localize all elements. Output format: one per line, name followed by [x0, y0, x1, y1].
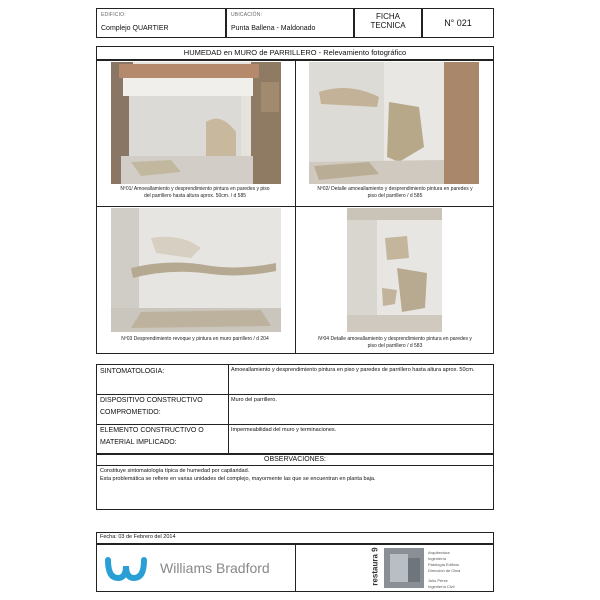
photo-3-caption: Nº03 Desprendimiento revoque y pintura en muro parrillero / d 204 [121, 336, 269, 342]
photo-1-caption: Nº01/ Amoeallamiento y desprendimiento pintura en paredes y piso del parrillero hasta altura aprox. 50cm. / d 585 [120, 186, 270, 199]
fecha-box [96, 532, 494, 544]
photo-4-image [347, 208, 442, 332]
header-ficha-cell [354, 8, 422, 38]
row-sintomatologia-label: SINTOMATOLOGIA: [100, 368, 165, 375]
row-sintomatologia-value: Amoeallamiento y desprendimiento pintura en piso y paredes de parrillero hasta altura aprox. 50cm. [231, 367, 475, 373]
photo-1-image [111, 62, 281, 184]
ficha-line2: TECNICA [370, 21, 406, 30]
row-elemento-label: ELEMENTO CONSTRUCTIVO O MATERIAL IMPLICADO: [100, 427, 204, 446]
photo-2-image [309, 62, 479, 184]
ficha-line1: FICHA [376, 12, 400, 21]
observaciones-title: OBSERVACIONES: [264, 456, 326, 463]
row-elemento-value: Impermeabilidad del muro y terminaciones. [231, 427, 337, 433]
edificio-caption: EDIFICIO: [101, 12, 126, 18]
fecha-text: Fecha: 03 de Febrero del 2014 [100, 534, 176, 540]
restaura-photo-icon [384, 548, 424, 588]
ubicacion-value: Punta Ballena - Maldonado [231, 25, 316, 32]
header-number-cell [422, 8, 494, 38]
williams-bradford-logo-icon [104, 556, 152, 582]
restaura-logo: restaura 9 [370, 547, 380, 586]
williams-bradford-brand: Williams Bradford [160, 560, 270, 576]
ficha-number: N° 021 [444, 18, 472, 28]
header-edificio-cell [96, 8, 226, 38]
row-dispositivo-value: Muro del parrillero. [231, 397, 277, 403]
photo-2-caption: Nº02/ Detalle amoeallamiento y desprendimiento pintura en paredes y piso del parrillero / d 585 [317, 186, 473, 199]
photo-3-image [111, 208, 281, 332]
footer-credits: Arquitectura Ingeniería Patología Edilicia Dirección de Obra Julio Pérez Ingeniería Civil [428, 550, 461, 589]
observaciones-text: Constituye sintomatología típica de humedad por capilaridad. Esta problemática se refiere en varias unidades del complejo, mayormente las que se encuentran en planta baja. [100, 468, 376, 482]
header-ubicacion-cell [226, 8, 354, 38]
row-dispositivo-label: DISPOSITIVO CONSTRUCTIVO COMPROMETIDO: [100, 397, 203, 416]
ubicacion-caption: UBICACIÓN: [231, 12, 263, 18]
photo-4-caption: Nº04 Detalle amoeallamiento y desprendimiento pintura en paredes y piso del parrillero / d 583 [318, 336, 472, 349]
section-title: HUMEDAD en MURO de PARRILLERO - Relevamiento fotográfico [96, 46, 494, 60]
edificio-value: Complejo QUARTIER [101, 25, 169, 32]
